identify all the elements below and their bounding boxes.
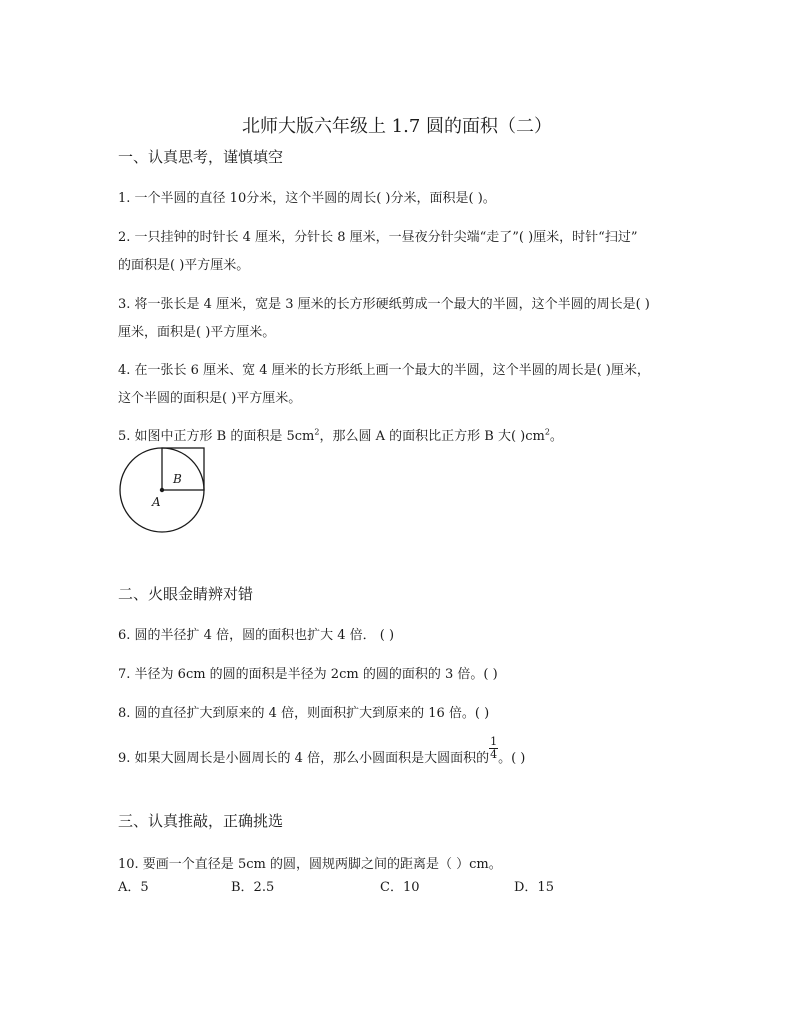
question-5-text-middle: ，那么圆 A 的面积比正方形 B 大( )cm	[319, 429, 545, 444]
question-2-line-1: 2. 一只挂钟的时针长 4 厘米，分针长 8 厘米，一昼夜分针尖端“走了”( )厘米，时针“扫过”	[118, 230, 638, 245]
question-9-text-start: 9. 如果大圆周长是小圆周长的 4 倍，那么小圆面积是大圆面积的	[118, 751, 490, 766]
superscript-2: 2	[544, 427, 550, 437]
fraction-denominator: 4	[490, 748, 498, 761]
question-7: 7. 半径为 6cm 的圆的面积是半径为 2cm 的圆的面积的 3 倍。( )	[118, 667, 498, 682]
question-4-line-1: 4. 在一张长 6 厘米、宽 4 厘米的长方形纸上画一个最大的半圆，这个半圆的周长是( )厘米，	[118, 363, 650, 378]
superscript-2: 2	[314, 427, 320, 437]
question-2-line-2: 的面积是( )平方厘米。	[118, 258, 250, 273]
option-d: D．15	[514, 880, 554, 895]
question-3-line-2: 厘米，面积是( )平方厘米。	[118, 325, 276, 340]
section-heading-true-false: 二、火眼金睛辨对错	[118, 585, 254, 603]
question-6: 6. 圆的半径扩 4 倍，圆的面积也扩大 4 倍． ( )	[118, 628, 395, 643]
question-9-text-end: 。( )	[498, 751, 526, 766]
question-9	[118, 735, 526, 771]
option-a: A．5	[118, 880, 149, 895]
section-heading-multiple-choice: 三、认真推敲，正确挑选	[118, 812, 284, 830]
label-b: B	[173, 472, 182, 486]
option-b: B．2.5	[231, 880, 275, 895]
section-heading-fill-in: 一、认真思考，谨慎填空	[118, 148, 284, 166]
question-4-line-2: 这个半圆的面积是( )平方厘米。	[118, 391, 302, 406]
question-3-line-1: 3. 将一张长是 4 厘米，宽是 3 厘米的长方形硬纸剪成一个最大的半圆，这个半圆的周长是( )	[118, 297, 650, 312]
label-a: A	[152, 495, 161, 509]
fraction-numerator: 1	[490, 735, 498, 748]
question-1: 1. 一个半圆的直径 10分米，这个半圆的周长( )分米，面积是( )。	[118, 191, 496, 206]
question-5-text-end: 。	[549, 429, 563, 444]
question-5-text-start: 5. 如图中正方形 B 的面积是 5cm	[118, 429, 315, 444]
center-point	[160, 488, 164, 492]
question-5	[118, 428, 563, 446]
fraction-one-quarter	[489, 736, 498, 761]
circle-square-figure	[118, 446, 210, 538]
page-title: 北师大版六年级上 1.7 圆的面积（二）	[241, 116, 553, 137]
option-c: C．10	[380, 880, 420, 895]
question-10: 10. 要画一个直径是 5cm 的圆，圆规两脚之间的距离是（ ）cm。	[118, 857, 502, 872]
question-8: 8. 圆的直径扩大到原来的 4 倍，则面积扩大到原来的 16 倍。( )	[118, 706, 490, 721]
